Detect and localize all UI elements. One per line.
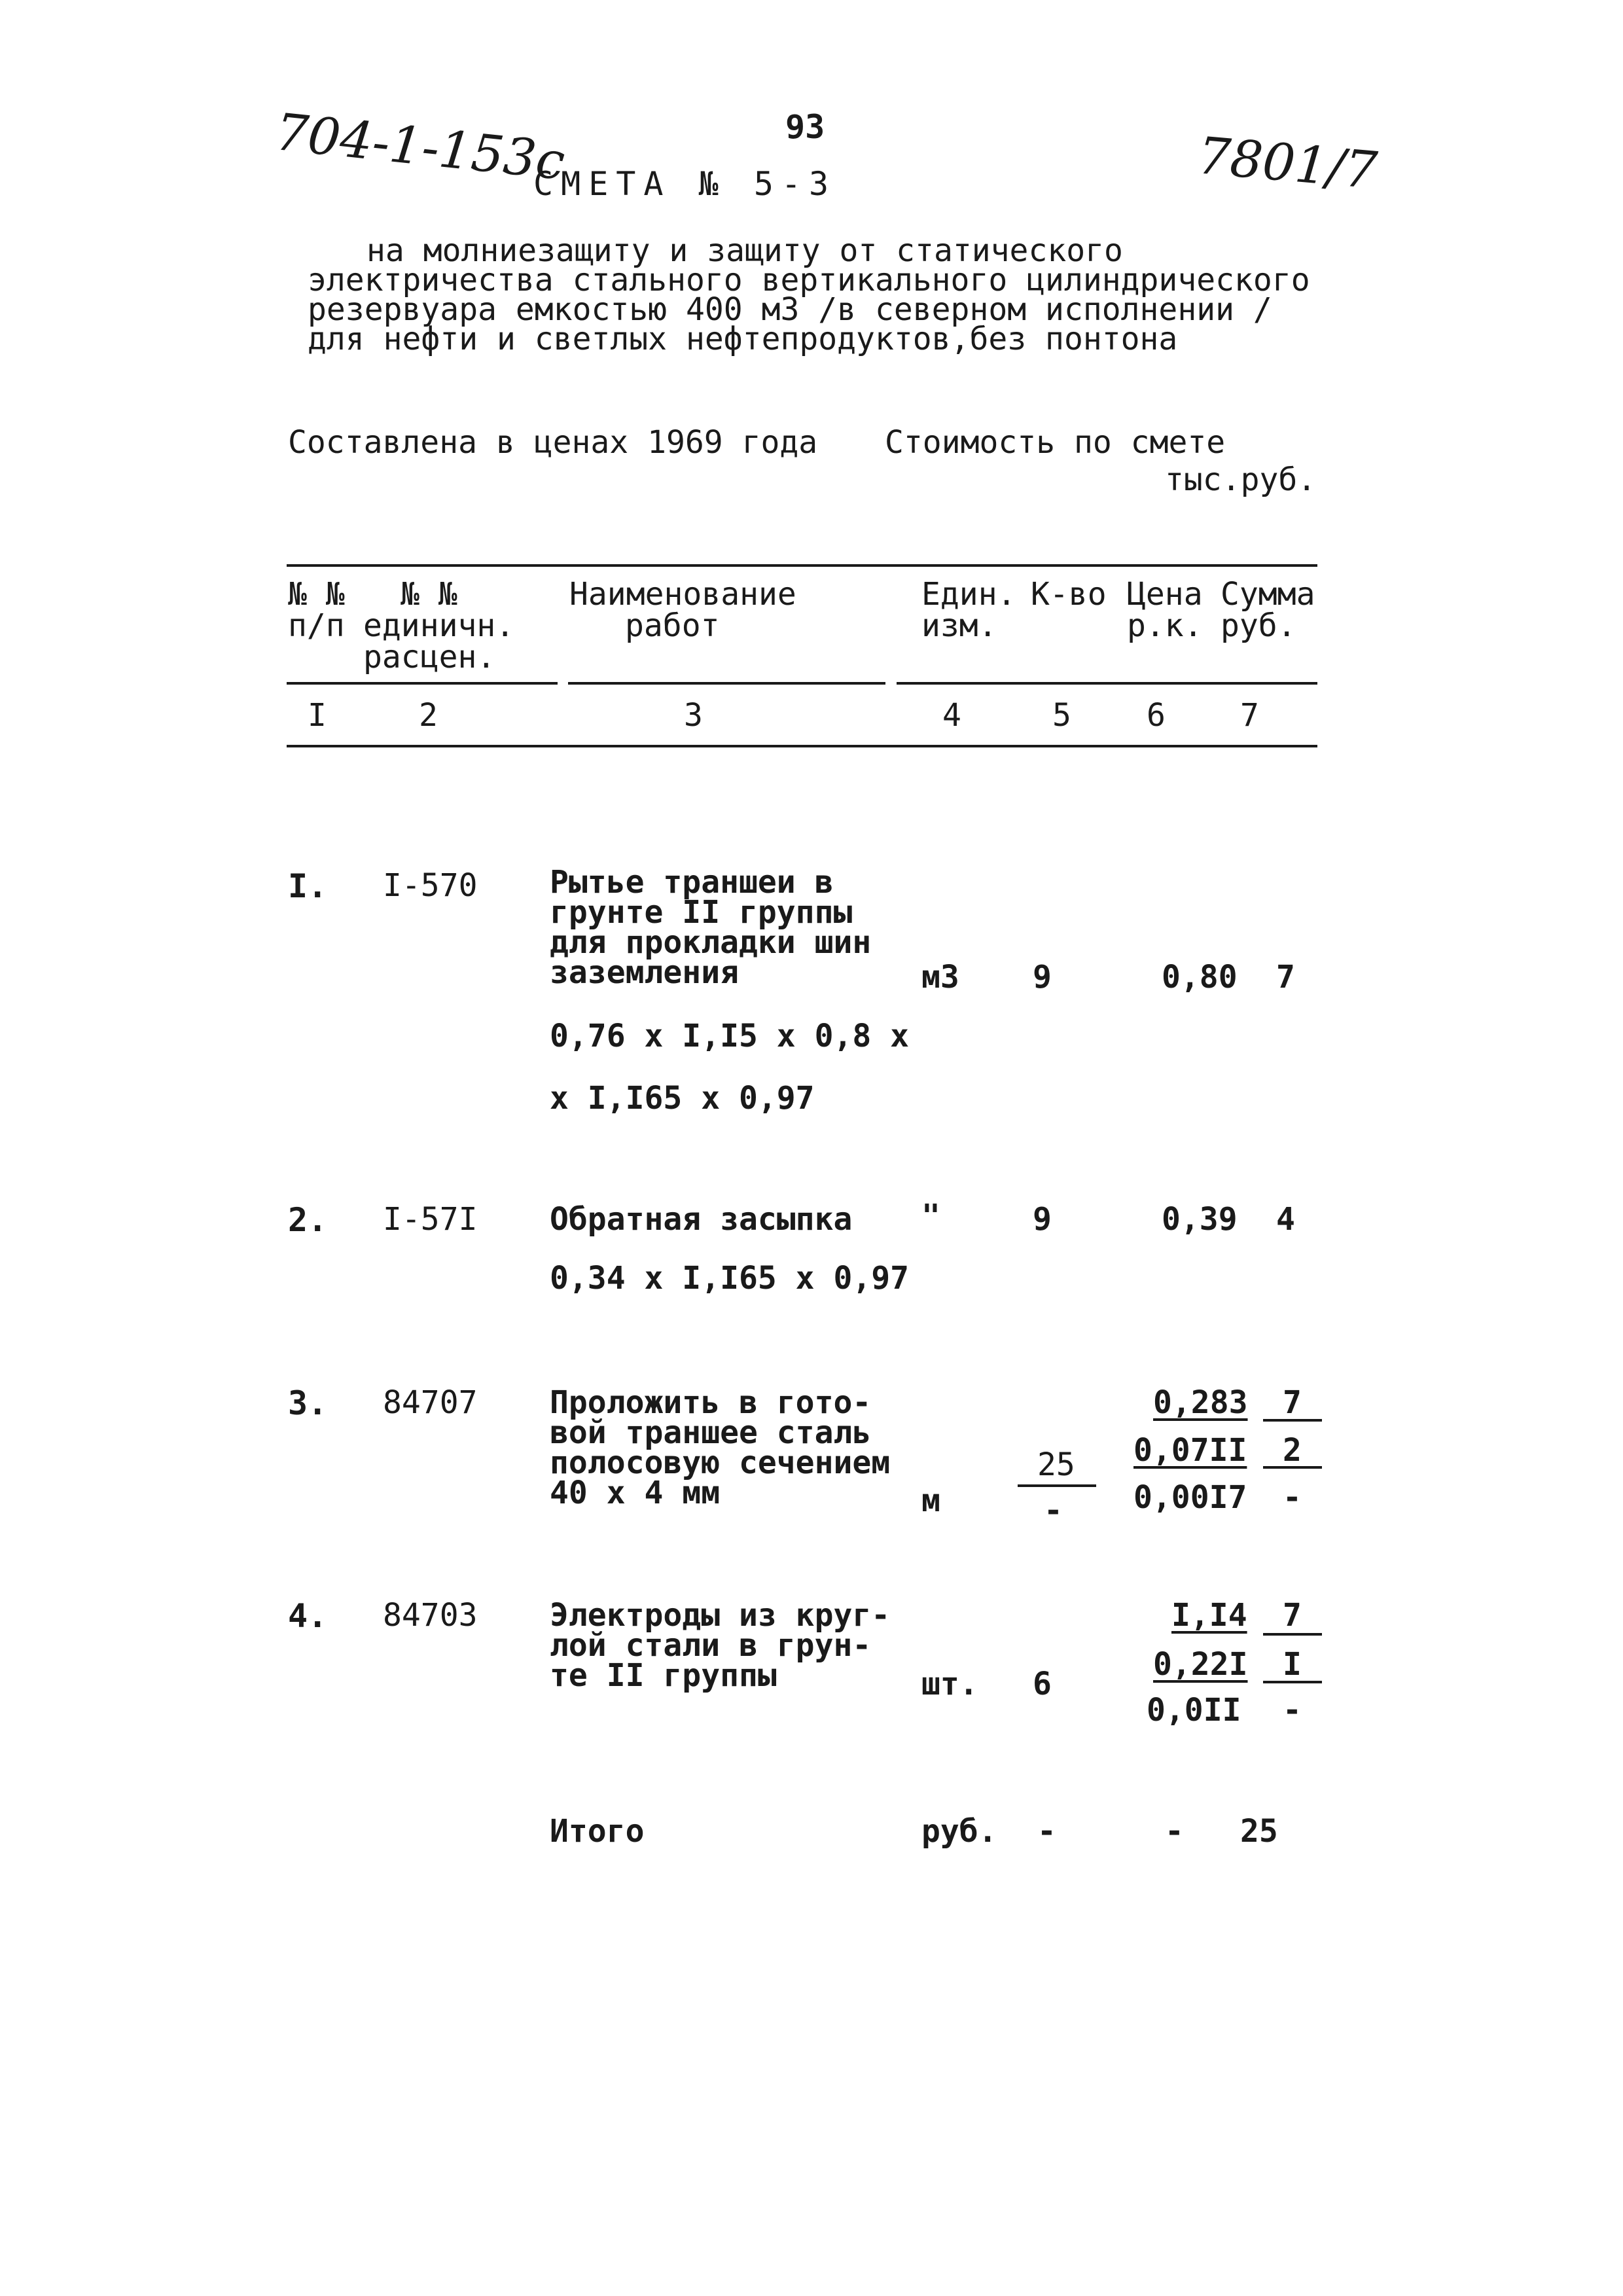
row4-sum-3: - xyxy=(1283,1692,1302,1729)
header-col7-line2: руб. xyxy=(1221,607,1296,644)
column-number-7: 7 xyxy=(1240,697,1259,734)
row2-code: I-57I xyxy=(383,1201,478,1238)
row1-formula-line1: 0,76 х I,I5 х 0,8 х xyxy=(550,1018,910,1054)
header-col6-line2: р.к. xyxy=(1127,607,1203,644)
row1-sum: 7 xyxy=(1276,959,1295,996)
header-col5: К-во xyxy=(1031,576,1107,613)
row3-unit: м xyxy=(921,1482,940,1519)
row4-code: 84703 xyxy=(383,1597,478,1634)
row4-desc-line2: лой стали в грун- xyxy=(550,1627,872,1664)
row1-desc-line1: Рытье траншеи в xyxy=(550,864,834,901)
total-unit: руб. xyxy=(921,1813,997,1850)
row3-sum-2: 2 xyxy=(1283,1432,1302,1469)
row2-qty: 9 xyxy=(1033,1201,1052,1238)
header-bottom-rule xyxy=(287,745,1317,747)
row2-unit: " xyxy=(921,1198,940,1234)
row3-price-3: 0,00I7 xyxy=(1133,1479,1247,1516)
subtitle-line-3: резервуара емкостью 400 м3 /в северном исполнении / xyxy=(308,291,1272,328)
header-divider-middle xyxy=(568,682,885,685)
column-number-5: 5 xyxy=(1052,697,1071,734)
cost-unit: тыс.руб. xyxy=(1165,461,1317,498)
row1-desc-line4: заземления xyxy=(550,954,739,991)
total-qty: - xyxy=(1037,1813,1056,1850)
row1-number: I. xyxy=(288,867,328,905)
subtitle-line-4: для нефти и светлых нефтепродуктов,без понтона xyxy=(308,321,1178,357)
column-number-3: 3 xyxy=(684,697,703,734)
row3-desc-line1: Проложить в гото- xyxy=(550,1384,872,1421)
total-price: - xyxy=(1165,1813,1184,1850)
page-number: 93 xyxy=(785,108,825,146)
handwritten-code-left: 704-1-153с xyxy=(272,103,568,192)
row3-qty-fraction-bar xyxy=(1018,1484,1096,1487)
row1-desc-line3: для прокладки шин xyxy=(550,924,872,961)
row2-number: 2. xyxy=(288,1201,328,1239)
row3-desc-line4: 40 х 4 мм xyxy=(550,1475,721,1511)
header-col4-line2: изм. xyxy=(921,607,997,644)
header-col2-line2: единичн. xyxy=(363,607,515,644)
row3-qty-bottom: - xyxy=(1044,1492,1063,1529)
row1-qty: 9 xyxy=(1033,959,1052,996)
header-col7-line1: Сумма xyxy=(1221,576,1315,613)
row2-formula-line1: 0,34 х I,I65 х 0,97 xyxy=(550,1260,910,1297)
handwritten-code-right: 7801/7 xyxy=(1195,126,1380,201)
subtitle-line-1: на молниезащиту и защиту от статического xyxy=(366,232,1123,269)
row4-desc-line3: те II группы xyxy=(550,1657,777,1694)
header-top-rule xyxy=(287,564,1317,567)
document-title: СМЕТА № 5-3 xyxy=(533,165,837,203)
column-number-6: 6 xyxy=(1147,697,1166,734)
total-sum: 25 xyxy=(1240,1813,1278,1850)
header-col6-line1: Цена xyxy=(1127,576,1203,613)
header-col1-line2: п/п xyxy=(288,607,345,644)
header-col3-line1: Наименование xyxy=(569,576,796,613)
cost-note: Стоимость по смете xyxy=(885,424,1226,461)
header-col3-line2: работ xyxy=(625,607,720,644)
prices-note: Составлена в ценах 1969 года xyxy=(288,424,818,461)
row1-unit: м3 xyxy=(921,959,959,996)
row3-desc-line3: полосовую сечением xyxy=(550,1444,891,1481)
column-number-2: 2 xyxy=(419,697,438,734)
row3-number: 3. xyxy=(288,1384,328,1422)
header-col1-line1: № № xyxy=(288,576,345,613)
row3-qty-top: 25 xyxy=(1037,1446,1075,1483)
header-col2-line3: расцен. xyxy=(363,639,496,675)
row4-number: 4. xyxy=(288,1597,328,1635)
row4-unit: шт. xyxy=(921,1666,978,1702)
row1-desc-line2: грунте II группы xyxy=(550,894,853,931)
header-divider-right xyxy=(897,682,1317,685)
row3-price-1: 0,283 xyxy=(1153,1384,1248,1421)
row3-price-2: 0,07II xyxy=(1133,1432,1247,1469)
row4-qty: 6 xyxy=(1033,1666,1052,1702)
row4-desc-line1: Электроды из круг- xyxy=(550,1597,891,1634)
row3-sum-1: 7 xyxy=(1283,1384,1302,1421)
row3-code: 84707 xyxy=(383,1384,478,1421)
row4-price-2: 0,22I xyxy=(1153,1646,1248,1683)
total-label: Итого xyxy=(550,1813,645,1850)
header-col4-line1: Един. xyxy=(921,576,1016,613)
row1-code: I-570 xyxy=(383,867,478,904)
row2-desc-line1: Обратная засыпка xyxy=(550,1201,853,1238)
column-number-1: I xyxy=(308,697,327,734)
header-col2-line1: № № xyxy=(401,576,457,613)
row4-sum-1: 7 xyxy=(1283,1597,1302,1634)
row4-sum-2: I xyxy=(1283,1646,1302,1683)
row1-price: 0,80 xyxy=(1162,959,1238,996)
row2-sum: 4 xyxy=(1276,1201,1295,1238)
row1-formula-line2: х I,I65 х 0,97 xyxy=(550,1080,815,1117)
row3-sum-3: - xyxy=(1283,1479,1302,1516)
row2-price: 0,39 xyxy=(1162,1201,1238,1238)
subtitle-line-2: электричества стального вертикального цилиндрического xyxy=(308,262,1310,298)
column-number-4: 4 xyxy=(942,697,961,734)
row4-price-1: I,I4 xyxy=(1171,1597,1247,1634)
row4-price-3: 0,0II xyxy=(1147,1692,1241,1729)
header-divider-left xyxy=(287,682,558,685)
row3-desc-line2: вой траншее сталь xyxy=(550,1414,872,1451)
